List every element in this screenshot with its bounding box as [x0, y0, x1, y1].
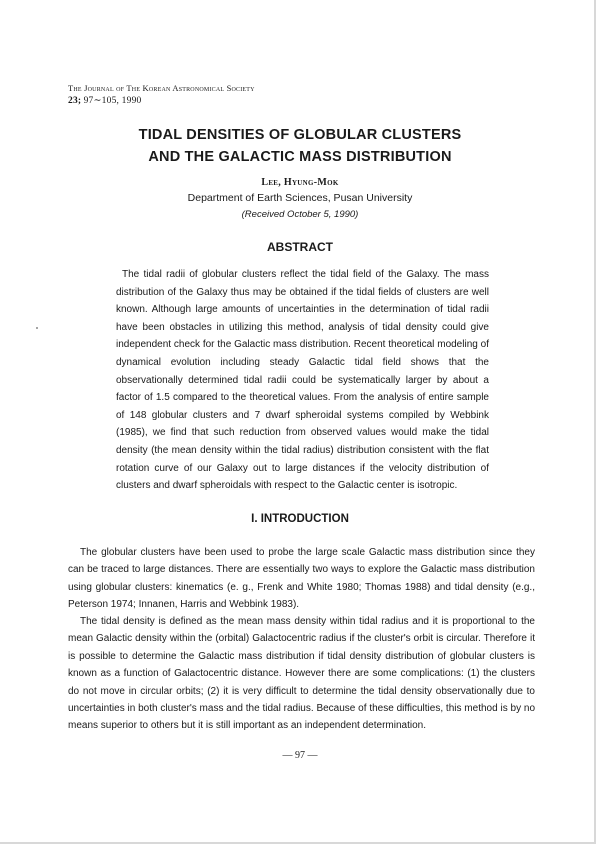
paper-title	[0, 124, 600, 168]
abstract-text: The tidal radii of globular clusters reflect the tidal field of the Galaxy. The mass distribution of the Galaxy thus may be obtained if the tidal fields of clusters are well known. Although large amounts of uncertainties in the determination of tidal radii have been obstacles in utilizing this method, analysis of tidal density could give independent check for the Galactic mass distribution. Recent theoretical modeling of dynamical evolution including steady Galactic tidal field shows that the observationally determined tidal radii could be systematically larger by about a factor of 1.5 compared to the theoretical values. From the analysis of entire sample of 148 globular clusters and 7 dwarf spheroidal systems compiled by Webbink (1985), we find that such reduction from observed values would make the tidal density (the mean density within the tidal radius) distribution consistent with the flat rotation curve of our Galaxy out to large distances if the velocity distribution of clusters and dwarf spheroidals with respect to the Galactic center is isotropic.	[116, 269, 489, 492]
introduction-paragraph-2: The tidal density is defined as the mean mass density within tidal radius and it is proportional to the mean Galactic density within the (orbital) Galactocentric radius if the cluster's orbit is circular. Therefore it is possible to determine the Galactic mass distribution if tidal density distribution of globular clusters is known as a function of Galactocentric distance. However there are some complications: (1) the clusters do not move in circular orbits; (2) it is very difficult to determine the tidal density observationally due to uncertainties in both cluster's mass and the tidal radius. Because of these difficulties, this method is by no means superior to others but it is still important as an independent determination.	[68, 616, 535, 732]
introduction-paragraph-1: The globular clusters have been used to probe the large scale Galactic mass distribution since they can be traced to large distances. There are essentially two ways to explore the Galactic mass distribution using globular clusters: kinematics (e. g., Frenk and White 1980; Thomas 1988) and tidal density (e.g., Peterson 1974; Innanen, Harris and Webbink 1983).	[68, 547, 535, 611]
abstract-heading: ABSTRACT	[267, 240, 333, 254]
page-number: — 97 —	[282, 750, 318, 761]
author-name: Lee, Hyung-Mok	[261, 177, 339, 188]
journal-pages: 97∼105, 1990	[83, 96, 142, 106]
introduction-heading: I. INTRODUCTION	[251, 513, 349, 525]
title-line-1: TIDAL DENSITIES OF GLOBULAR CLUSTERS	[138, 127, 462, 143]
journal-name: The Journal of The Korean Astronomical Society	[68, 83, 255, 93]
journal-header	[68, 82, 255, 107]
title-line-2: AND THE GALACTIC MASS DISTRIBUTION	[148, 149, 452, 165]
scan-speck	[36, 327, 38, 329]
author-affiliation: Department of Earth Sciences, Pusan University	[187, 192, 413, 204]
journal-citation: 23; 97∼105, 1990	[68, 96, 142, 106]
journal-volume: 23	[68, 96, 78, 106]
received-date: (Received October 5, 1990)	[241, 209, 359, 220]
